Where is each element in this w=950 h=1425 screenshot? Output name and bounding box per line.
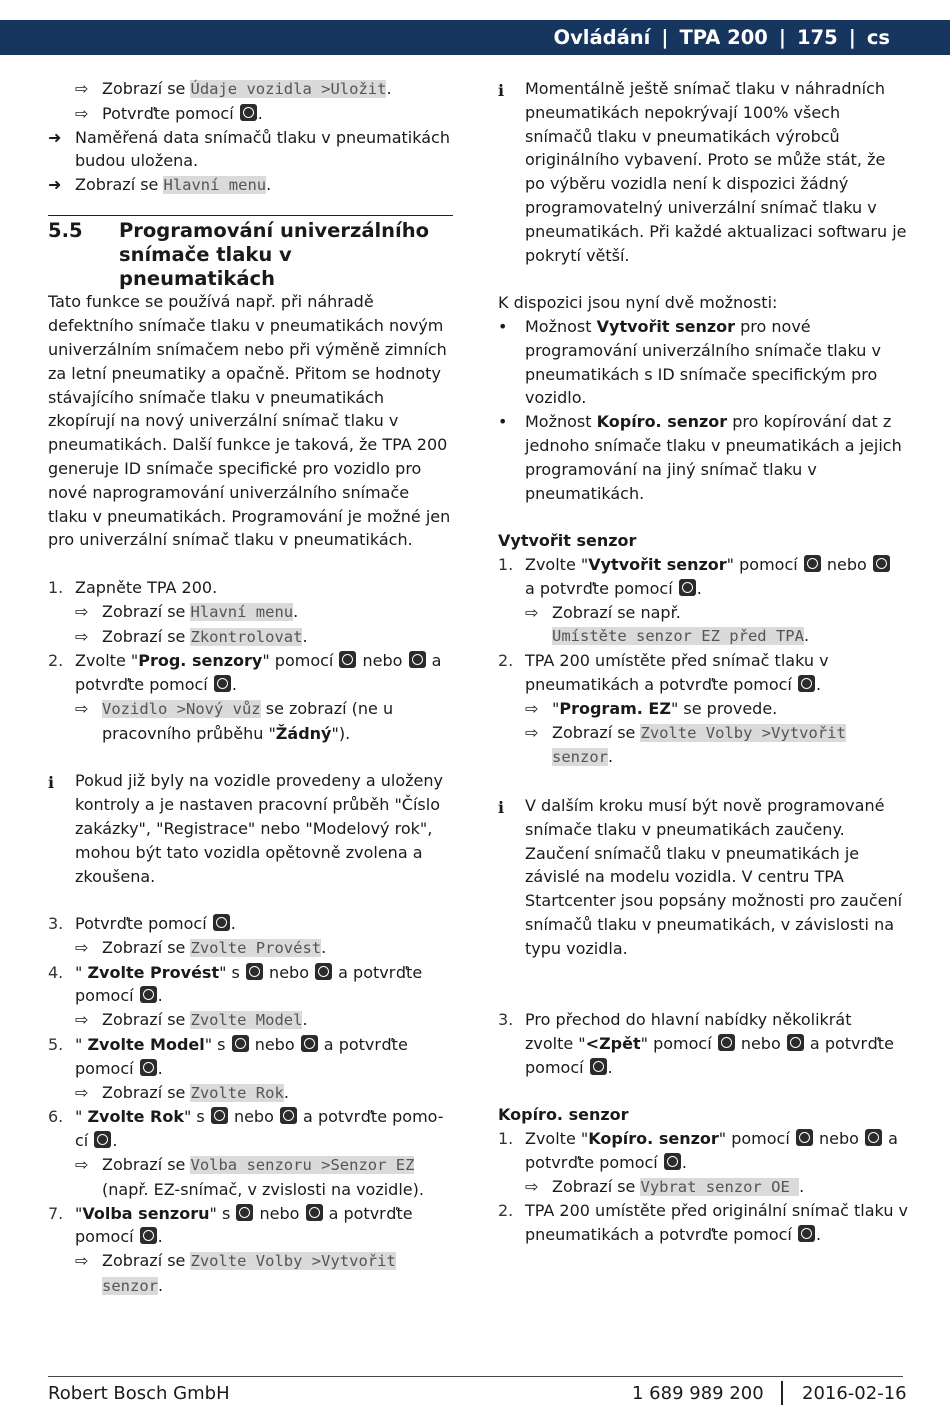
enter-button-icon xyxy=(590,1058,607,1075)
result-icon: ⇨ xyxy=(75,937,89,957)
step: 1. Zvolte "Kopíro. senzor" pomocí nebo a potvrďte pomocí . xyxy=(498,1129,898,1172)
result-icon: ⇨ xyxy=(75,1082,89,1102)
left-column xyxy=(48,77,453,1299)
up-button-icon xyxy=(236,1204,253,1221)
result-line: ⇨ Zobrazí se Údaje vozidla >Uložit. xyxy=(48,77,453,102)
subheading-copy-sensor: Kopíro. senzor xyxy=(498,1105,629,1125)
subheading-create-sensor: Vytvořit senzor xyxy=(498,531,637,551)
outcome-line: ➜ Naměřená data snímačů tlaku v pneumatikách budou uložena. xyxy=(48,127,450,171)
result-icon: ⇨ xyxy=(75,1010,89,1030)
result-line: ⇨ Zobrazí se Hlavní menu. xyxy=(48,600,453,625)
info-icon: ℹ xyxy=(48,773,55,793)
header-separator: | xyxy=(848,26,856,49)
screen-text: Údaje vozidla >Uložit xyxy=(190,80,387,98)
down-button-icon xyxy=(873,555,890,572)
header-section: Ovládání xyxy=(553,26,651,49)
footer-date: 2016-02-16 xyxy=(802,1383,907,1404)
result-icon: ⇨ xyxy=(75,103,89,123)
header-page-number: 175 xyxy=(796,26,838,49)
up-button-icon xyxy=(796,1129,813,1146)
result-line: ⇨ Zobrazí se Zvolte Provést. xyxy=(48,936,453,961)
result-icon: ⇨ xyxy=(75,79,89,98)
down-button-icon xyxy=(315,963,332,980)
enter-button-icon xyxy=(798,1225,815,1242)
option-bullet: • Možnost Kopíro. senzor pro kopírování dat z jednoho snímače tlaku v pneumatikách a jejich programování na jiný snímač tlaku v pneumatikách. xyxy=(498,412,902,503)
result-icon: ⇨ xyxy=(75,1155,89,1175)
result-line: ⇨ Zobrazí se Zvolte Rok. xyxy=(48,1081,453,1106)
arrow-icon: ➜ xyxy=(48,175,62,195)
screen-text: Zvolte Volby >Vytvořit senzor xyxy=(552,723,846,767)
up-button-icon xyxy=(232,1035,249,1052)
section-heading xyxy=(48,215,453,290)
result-line: ⇨ Zobrazí se Zvolte Model. xyxy=(48,1008,453,1033)
enter-button-icon xyxy=(140,986,157,1003)
info-note: ℹ V dalším kroku musí být nově programované snímače tlaku v pneumatikách zaučeny. Zaučení snímačů tlaku v pneumatikách je závislé na modelu vozidla. V centru TPA Startcenter jsou popsány možnosti pro zaučení snímačů tlaku v pneumatikách, v závislosti na typu vozidla. xyxy=(498,795,903,958)
enter-button-icon xyxy=(679,579,696,596)
down-button-icon xyxy=(306,1204,323,1221)
header-language: cs xyxy=(866,26,890,49)
screen-text: Hlavní menu xyxy=(190,602,294,621)
info-icon: ℹ xyxy=(498,81,505,100)
options-intro: K dispozici jsou nyní dvě možnosti: xyxy=(498,293,778,313)
down-button-icon xyxy=(865,1129,882,1146)
screen-text: Hlavní menu xyxy=(163,176,267,195)
result-line: ⇨ Zobrazí se Vybrat senzor OE . xyxy=(498,1175,908,1200)
info-icon: ℹ xyxy=(498,797,505,817)
result-icon: ⇨ xyxy=(525,722,539,742)
enter-button-icon xyxy=(94,1131,111,1148)
up-button-icon xyxy=(211,1107,228,1124)
result-line: ⇨ Potvrďte pomocí . xyxy=(48,102,453,126)
down-button-icon xyxy=(409,651,426,668)
result-line: ⇨ Vozidlo >Nový vůz se zobrazí (ne u pracovního průběhu "Žádný"). xyxy=(75,698,394,743)
result-line: ⇨ Zobrazí se např. Umístěte senzor EZ před TPA. xyxy=(525,602,810,646)
result-icon: ⇨ xyxy=(525,698,539,718)
info-note: ℹ Momentálně ještě snímač tlaku v náhradních pneumatikách nepokrývají 100% všech snímačů tlaku v pneumatikách výrobců originálního vybavení. Proto se může stát, že po výběru vozidla není k dispozici žádný programovatelný univerzální snímač tlaku v pneumatikách. Při každé aktualizaci softwaru je pokrytí větší. xyxy=(498,79,907,265)
result-line: ⇨ Zobrazí se Zkontrolovat. xyxy=(48,625,453,650)
step: 5. " Zvolte Model" s nebo a potvrďte pomocí . xyxy=(48,1035,408,1078)
result-icon: ⇨ xyxy=(75,601,89,621)
result-icon: ⇨ xyxy=(525,1176,539,1196)
section-title: Programování univerzálního snímače tlaku v pneumatikách xyxy=(119,218,430,290)
result-line: ⇨ Zobrazí se Zvolte Volby >Vytvořit senzor. xyxy=(525,722,846,767)
step: 4. " Zvolte Provést" s nebo a potvrďte pomocí . xyxy=(48,962,423,1006)
footer-code: 1 689 989 200 xyxy=(632,1383,764,1404)
page-header xyxy=(0,20,950,55)
info-note: ℹ Pokud již byly na vozidle provedeny a uloženy kontroly a je nastaven pracovní průběh "Číslo zakázky", "Registrace" nebo "Modelový rok", mohou být tato vozidla opětovně zvolena a zkoušena. xyxy=(48,771,443,886)
result-line: ⇨ Zobrazí se Volba senzoru >Senzor EZ (např. EZ-snímač, v zvislosti na vozidle). xyxy=(75,1155,424,1199)
header-product: TPA 200 xyxy=(679,26,768,49)
result-icon: ⇨ xyxy=(75,698,89,718)
right-column xyxy=(498,77,908,1247)
step: 3. Potvrďte pomocí . xyxy=(48,914,236,934)
screen-text: Volba senzoru >Senzor EZ xyxy=(190,1156,415,1175)
step: 1. Zvolte "Vytvořit senzor" pomocí nebo a potvrďte pomocí . xyxy=(498,553,908,601)
up-button-icon xyxy=(804,555,821,572)
bullet-icon: • xyxy=(498,316,508,336)
footer-divider xyxy=(781,1381,783,1405)
screen-text: Vozidlo >Nový vůz xyxy=(102,699,261,718)
step: 3. Pro přechod do hlavní nabídky několikrát zvolte "<Zpět" pomocí nebo a potvrďte pomocí . xyxy=(498,1010,894,1077)
screen-text: Zvolte Volby >Vytvořit senzor xyxy=(102,1252,396,1296)
result-icon: ⇨ xyxy=(525,602,539,622)
screen-text: Zvolte Rok xyxy=(190,1083,284,1102)
header-separator: | xyxy=(661,26,669,49)
enter-button-icon xyxy=(240,104,257,121)
screen-text: Zvolte Provést xyxy=(190,938,322,957)
option-bullet: • Možnost Vytvořit senzor pro nové programování univerzálního snímače tlaku v pneumatikách s ID snímače specifickým pro vozidlo. xyxy=(498,316,881,408)
outcome-line: ➜ Zobrazí se Hlavní menu. xyxy=(48,173,453,198)
step: 6. " Zvolte Rok" s nebo a potvrďte pomo- cí . xyxy=(48,1107,444,1151)
footer-rule xyxy=(48,1376,903,1377)
result-icon: ⇨ xyxy=(75,626,89,646)
down-button-icon xyxy=(280,1107,297,1124)
screen-text: Zvolte Model xyxy=(190,1011,303,1030)
screen-text: Zkontrolovat xyxy=(190,627,303,646)
up-button-icon xyxy=(246,963,263,980)
step: 1. Zapněte TPA 200. xyxy=(48,577,218,597)
up-button-icon xyxy=(339,651,356,668)
step: 2. TPA 200 umístěte před originální snímač tlaku v pneumatikách a potvrďte pomocí . xyxy=(498,1201,909,1245)
up-button-icon xyxy=(718,1034,735,1051)
down-button-icon xyxy=(787,1034,804,1051)
result-line: ⇨ Zobrazí se Zvolte Volby >Vytvořit senzor. xyxy=(75,1251,396,1296)
screen-text: Vybrat senzor OE xyxy=(640,1177,800,1196)
enter-button-icon xyxy=(140,1227,157,1244)
enter-button-icon xyxy=(213,914,230,931)
screen-text: Umístěte senzor EZ před TPA xyxy=(552,627,804,646)
enter-button-icon xyxy=(140,1059,157,1076)
footer-company: Robert Bosch GmbH xyxy=(48,1383,230,1404)
enter-button-icon xyxy=(664,1153,681,1170)
down-button-icon xyxy=(301,1035,318,1052)
result-line: ⇨ "Program. EZ" se provede. xyxy=(498,697,908,721)
bullet-icon: • xyxy=(498,412,508,432)
enter-button-icon xyxy=(214,675,231,692)
step: 2. Zvolte "Prog. senzory" pomocí nebo a potvrďte pomocí . xyxy=(48,651,442,695)
result-icon: ⇨ xyxy=(75,1251,89,1271)
enter-button-icon xyxy=(798,675,815,692)
intro-paragraph: Tato funkce se používá např. při náhradě defektního snímače tlaku v pneumatikách novým univerzálním snímačem nebo při výměně zimních za letní pneumatiky a opačně. Přitom se hodnoty stávajícího snímače tlaku v pneumatikách zkopírují na nový univerzální snímač tlaku v pneumatikách. Další funkce je taková, že TPA 200 generuje ID snímače specifické pro vozidlo pro nové naprogramování univerzálního snímače tlaku v pneumatikách. Programování je možné jen pro univerzální snímač tlaku v pneumatikách. xyxy=(48,292,451,550)
step: 2. TPA 200 umístěte před snímač tlaku v pneumatikách a potvrďte pomocí . xyxy=(498,651,829,694)
section-number: 5.5 xyxy=(48,218,83,242)
header-separator: | xyxy=(778,26,786,49)
arrow-icon: ➜ xyxy=(48,127,62,147)
step: 7. "Volba senzoru" s nebo a potvrďte pomocí . xyxy=(48,1203,413,1247)
